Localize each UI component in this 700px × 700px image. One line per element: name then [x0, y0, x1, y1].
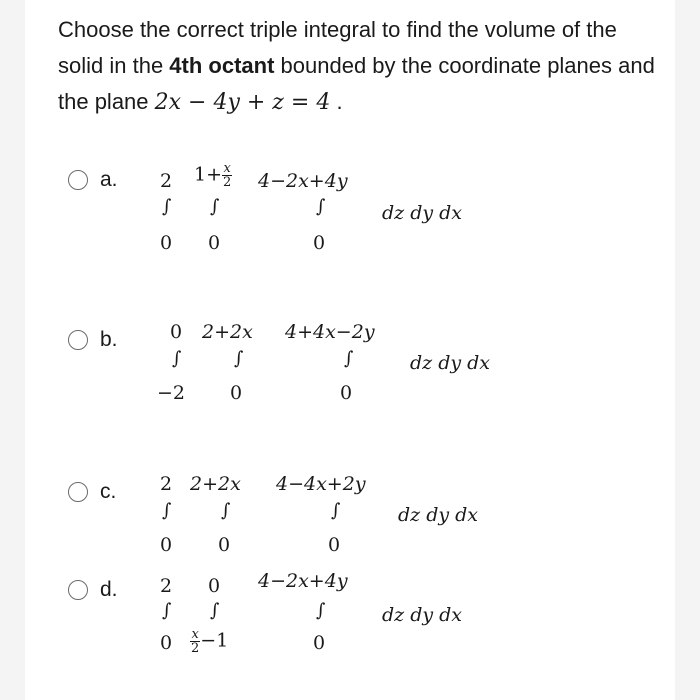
option-a-label: a.: [100, 168, 118, 191]
a-middle-frac-num: x: [223, 161, 231, 176]
d-middle-frac-num: x: [191, 627, 199, 642]
option-c-label: c.: [100, 480, 117, 503]
option-b-label: b.: [100, 328, 118, 351]
radio-c[interactable]: [68, 482, 88, 502]
b-differential: dz dy dx: [410, 352, 491, 374]
radio-a[interactable]: [68, 170, 88, 190]
c-inner-int-icon: ∫: [331, 500, 341, 521]
a-inner-lower: 0: [313, 232, 326, 254]
option-d[interactable]: [0, 570, 700, 680]
option-b[interactable]: [0, 318, 700, 428]
a-outer-int-icon: ∫: [162, 196, 172, 217]
d-inner-int-icon: ∫: [316, 600, 326, 621]
a-inner-int-icon: ∫: [316, 196, 326, 217]
a-middle-lower: 0: [208, 232, 221, 254]
c-middle-upper: 2+2x: [190, 473, 241, 495]
a-middle-upper-prefix: 1+: [194, 163, 223, 186]
d-outer-upper: 2: [160, 575, 173, 597]
d-middle-lower-suffix: −1: [200, 629, 229, 652]
option-a[interactable]: [0, 160, 700, 270]
radio-b[interactable]: [68, 330, 88, 350]
question-part2: bounded by the coordinate planes and the plane: [58, 53, 655, 114]
b-outer-upper: 0: [170, 321, 183, 343]
d-outer-lower: 0: [160, 632, 173, 654]
d-outer-int-icon: ∫: [162, 600, 172, 621]
b-middle-lower: 0: [230, 382, 243, 404]
c-middle-int-icon: ∫: [221, 500, 231, 521]
d-inner-lower: 0: [313, 632, 326, 654]
question-text: [58, 12, 658, 121]
question-bold: 4th octant: [169, 53, 275, 78]
c-outer-int-icon: ∫: [162, 500, 172, 521]
c-middle-lower: 0: [218, 534, 231, 556]
b-inner-upper: 4+4x−2y: [285, 321, 375, 343]
option-d-label: d.: [100, 578, 118, 601]
b-inner-int-icon: ∫: [344, 348, 354, 369]
a-middle-int-icon: ∫: [210, 196, 220, 217]
plane-equation: 2x − 4y + z = 4: [154, 90, 331, 115]
b-middle-upper: 2+2x: [202, 321, 253, 343]
d-middle-int-icon: ∫: [210, 600, 220, 621]
c-outer-upper: 2: [160, 473, 173, 495]
b-outer-lower: −2: [157, 382, 186, 404]
a-middle-upper: [194, 162, 232, 189]
c-inner-lower: 0: [328, 534, 341, 556]
a-middle-frac-den: 2: [223, 175, 232, 190]
c-differential: dz dy dx: [398, 504, 479, 526]
d-middle-frac-den: 2: [191, 641, 200, 656]
d-differential: dz dy dx: [382, 604, 463, 626]
question-part1: Choose the correct triple integral to find the volume of the solid in the: [58, 17, 617, 78]
b-middle-int-icon: ∫: [234, 348, 244, 369]
b-inner-lower: 0: [340, 382, 353, 404]
d-middle-upper: 0: [208, 575, 221, 597]
c-inner-upper: 4−4x+2y: [276, 473, 366, 495]
question-end: .: [330, 89, 343, 114]
c-outer-lower: 0: [160, 534, 173, 556]
d-middle-lower: [190, 628, 228, 655]
d-inner-upper: 4−2x+4y: [258, 570, 348, 592]
radio-d[interactable]: [68, 580, 88, 600]
option-c[interactable]: [0, 470, 700, 580]
b-outer-int-icon: ∫: [172, 348, 182, 369]
a-differential: dz dy dx: [382, 202, 463, 224]
a-inner-upper: 4−2x+4y: [258, 170, 348, 192]
a-outer-lower: 0: [160, 232, 173, 254]
a-outer-upper: 2: [160, 170, 173, 192]
